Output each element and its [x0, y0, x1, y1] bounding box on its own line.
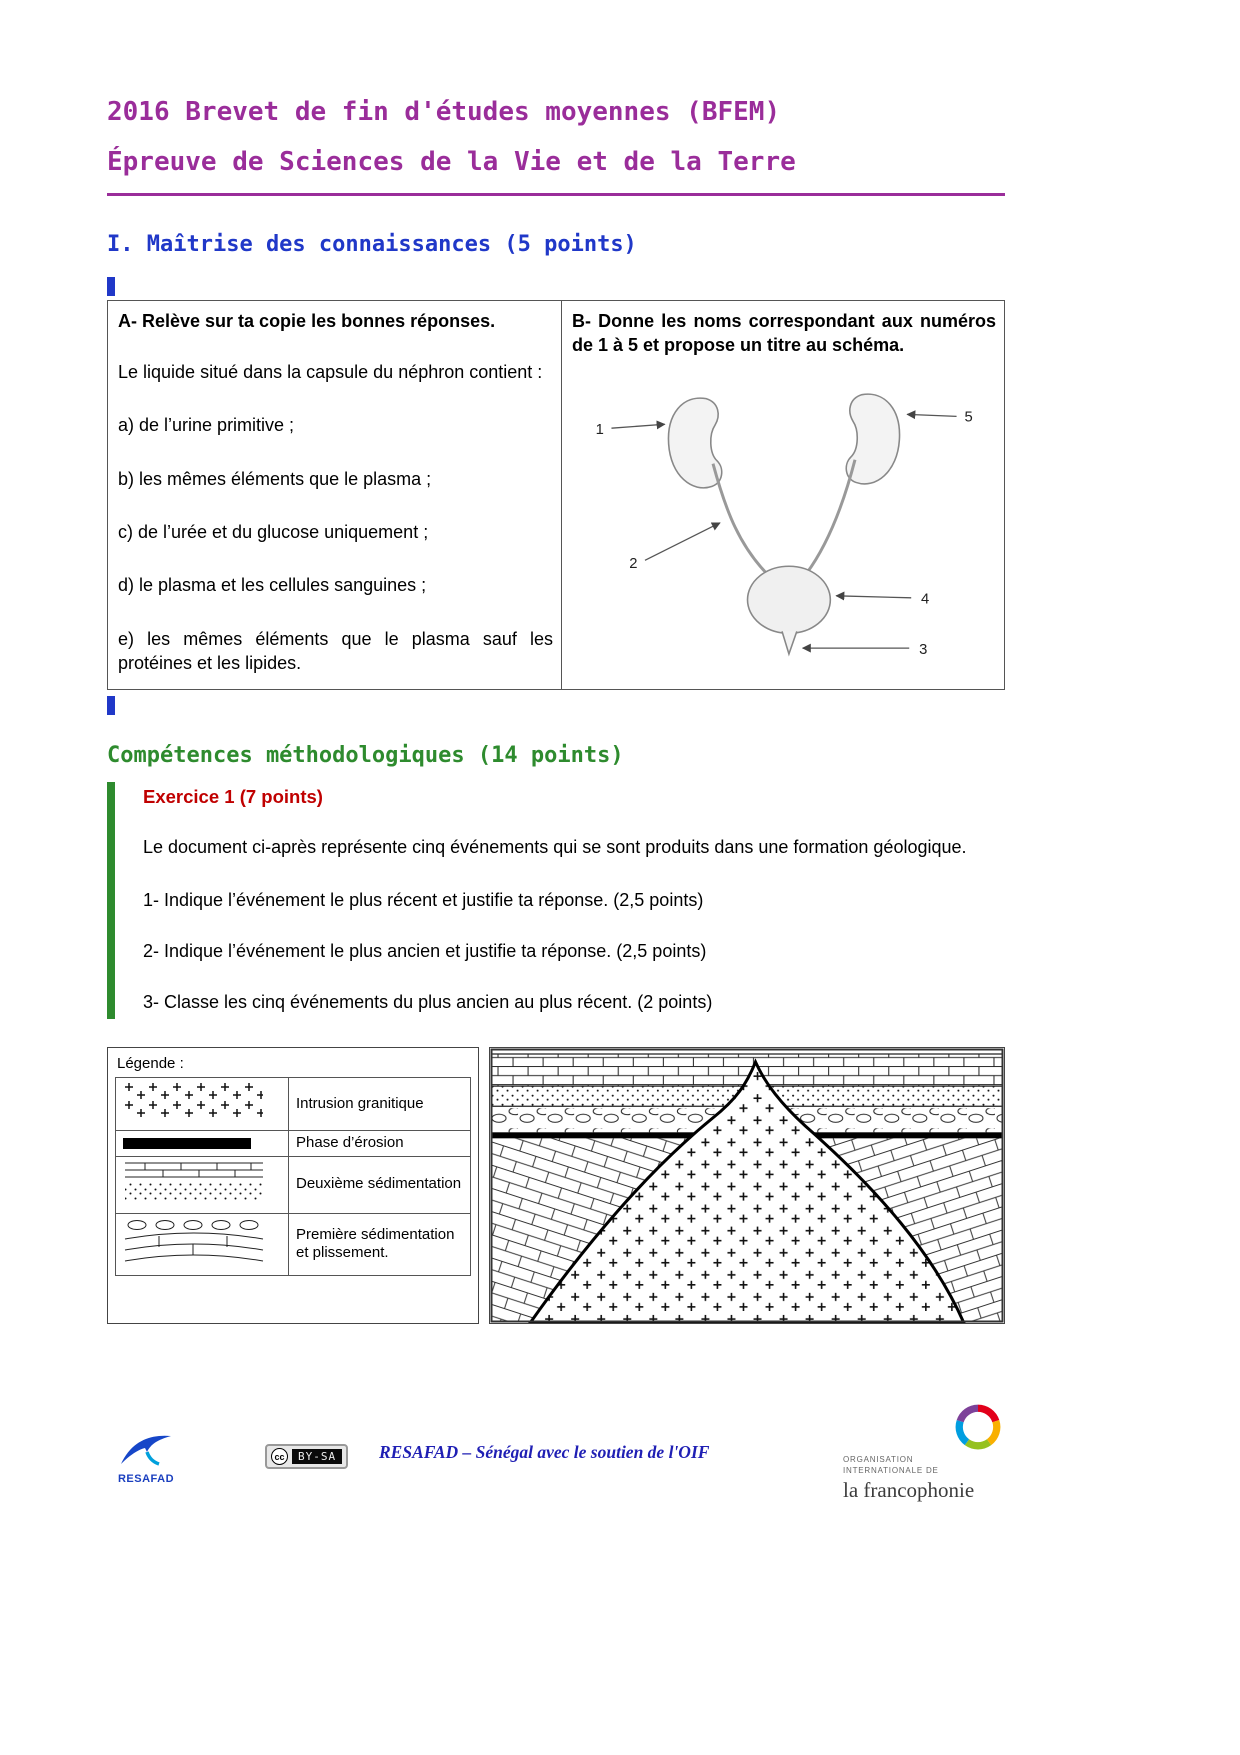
- page-title-line1: 2016 Brevet de fin d'études moyennes (BFEM): [107, 97, 781, 127]
- erosion-bar-icon: [123, 1138, 251, 1149]
- diagram-label-4: 4: [921, 592, 930, 609]
- question-2: 2- Indique l’événement le plus ancien et justifie ta réponse. (2,5 points): [143, 941, 707, 962]
- part-a-intro: Le liquide situé dans la capsule du néphron contient :: [118, 362, 543, 383]
- legend-label-sedimentation1: Première sédimentation et plissement.: [289, 1213, 471, 1276]
- plus-pattern-icon: [123, 1081, 265, 1121]
- section-method-heading: Compétences méthodologiques (14 points): [107, 743, 624, 769]
- title-underline: [107, 193, 1005, 196]
- legend-label-sedimentation2: Deuxième sédimentation: [289, 1156, 471, 1213]
- urethra-shape: [782, 632, 797, 655]
- part-b-header: B- Donne les noms correspondant aux numéros de 1 à 5 et propose un titre au schéma.: [572, 310, 996, 356]
- legend-table: [115, 1077, 471, 1276]
- blue-marker-bottom: [107, 696, 115, 715]
- oif-wordmark: la francophonie: [843, 1477, 975, 1502]
- legend-title: Légende :: [117, 1055, 184, 1073]
- knowledge-question-table: [107, 300, 1005, 690]
- section-knowledge-heading: I. Maîtrise des connaissances (5 points): [107, 231, 637, 257]
- table-row: [108, 300, 1005, 689]
- part-a-cell: [108, 300, 562, 689]
- oif-ring-icon: [953, 1402, 1003, 1452]
- legend-symbol-intrusion: [116, 1078, 289, 1131]
- left-ureter: [713, 464, 771, 578]
- question-1: 1- Indique l’événement le plus récent et justifie ta réponse. (2,5 points): [143, 890, 704, 911]
- option-c: c) de l’urée et du glucose uniquement ;: [118, 521, 429, 542]
- folded-strata-icon: [123, 1217, 265, 1267]
- blue-marker-top: [107, 277, 115, 296]
- layers-pattern-icon: [123, 1160, 265, 1204]
- option-b: b) les mêmes éléments que le plasma ;: [118, 468, 432, 489]
- exercise-1-block: [107, 782, 1005, 1019]
- cc-icon: cc: [271, 1448, 288, 1465]
- resafad-wordmark: RESAFAD: [117, 1473, 175, 1485]
- diagram-label-5: 5: [964, 409, 973, 426]
- exercise-1-title: Exercice 1 (7 points): [143, 786, 323, 808]
- diagram-label-3: 3: [919, 642, 928, 659]
- legend-row-erosion: [116, 1131, 471, 1157]
- legend-symbol-sedimentation1: [116, 1213, 289, 1276]
- pointer-5: [907, 415, 956, 417]
- urinary-diagram-svg: [572, 365, 996, 661]
- resafad-logo-icon: [119, 1432, 173, 1468]
- oif-org-line1: ORGANISATION: [843, 1455, 914, 1464]
- part-b-cell: [562, 300, 1005, 689]
- legend-label-intrusion: Intrusion granitique: [289, 1078, 471, 1131]
- part-a-header: A- Relève sur ta copie les bonnes réponses.: [118, 310, 496, 331]
- right-kidney-shape: [846, 395, 899, 485]
- exercise-1-intro: Le document ci-après représente cinq événements qui se sont produits dans une formation géologique.: [143, 837, 967, 858]
- page-footer: [107, 1428, 1005, 1558]
- legend-label-erosion: Phase d’érosion: [289, 1131, 471, 1157]
- diagram-label-2: 2: [629, 556, 638, 573]
- figures-row: [107, 1047, 1005, 1324]
- document-content: [107, 97, 1005, 1502]
- cc-license-badge: [265, 1444, 348, 1469]
- legend-row-sedimentation1: [116, 1213, 471, 1276]
- geo-diagram-svg: [490, 1048, 1004, 1323]
- urinary-system-diagram: [572, 365, 996, 667]
- oif-org-line2: INTERNATIONALE DE: [843, 1465, 939, 1475]
- geological-cross-section: [489, 1047, 1005, 1324]
- legend-row-intrusion: [116, 1078, 471, 1131]
- legend-symbol-sedimentation2: [116, 1156, 289, 1213]
- footer-credit-text: RESAFAD – Sénégal avec le soutien de l'OIF: [379, 1442, 710, 1462]
- pointer-1: [611, 425, 664, 429]
- pointer-2: [645, 523, 720, 560]
- option-d: d) le plasma et les cellules sanguines ;: [118, 575, 427, 596]
- option-e: e) les mêmes éléments que le plasma sauf les protéines et les lipides.: [118, 628, 553, 673]
- option-a: a) de l’urine primitive ;: [118, 415, 295, 436]
- legend-symbol-erosion: [116, 1131, 289, 1157]
- resafad-logo-block: [109, 1432, 183, 1485]
- page-title-line2: Épreuve de Sciences de la Vie et de la Terre: [107, 146, 796, 177]
- cc-bysa-label: BY-SA: [292, 1449, 342, 1464]
- bladder-shape: [748, 567, 831, 634]
- question-3: 3- Classe les cinq événements du plus ancien au plus récent. (2 points): [143, 992, 713, 1013]
- legend-row-sedimentation2: [116, 1156, 471, 1213]
- diagram-label-1: 1: [595, 422, 604, 439]
- legend-box: [107, 1047, 479, 1324]
- pointer-4: [836, 596, 911, 598]
- left-kidney-shape: [668, 398, 721, 488]
- oif-logo-block: [843, 1402, 1005, 1503]
